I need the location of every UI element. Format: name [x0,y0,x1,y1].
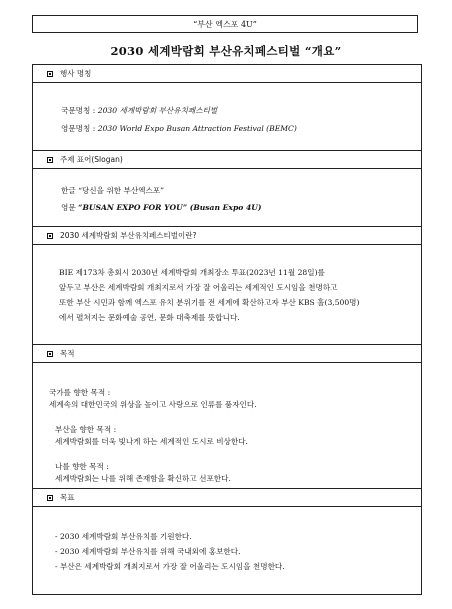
bullet-square-icon [47,495,53,501]
goal-item: - 2030 세계박람회 부산유치를 기원한다. [55,532,192,541]
kor-slogan-line [61,185,164,196]
purpose-desc: 세계박람회를 더욱 빛나게 하는 세계적인 도시로 비상한다. [55,437,248,446]
about-line: 앞두고 부산은 세계박람회 개최지로서 가장 잘 어울리는 세계적인 도시임을 천명하고 [59,283,338,292]
section-goals-body [33,507,421,595]
purpose-desc: 세계속의 대한민국의 위상을 높이고 사랑으로 인류를 품자인다. [49,400,257,409]
kor-slogan-label: 한글 [61,186,76,195]
about-line: 또한 부산 시민과 함께 엑스포 유치 분위기를 전 세계에 확산하고자 부산 KBS 홀(3,500명) [59,298,360,307]
eng-name-value: 2030 World Expo Busan Attraction Festival (BEMC) [97,124,297,133]
sections-table [32,64,422,595]
section-goals-heading [33,489,421,507]
section-name-title: 행사 명칭 [60,69,92,78]
purpose-title: 부산을 향한 목적 : [55,425,117,434]
eng-slogan-value: “BUSAN EXPO FOR YOU” (Busan Expo 4U) [78,203,262,212]
purpose-title: 국가를 향한 목적 : [49,388,111,397]
eng-name-line [61,123,297,134]
section-slogan-heading [33,151,421,169]
bullet-square-icon [47,233,53,239]
section-name-heading [33,65,421,83]
kor-slogan-value: “당신을 위한 부산엑스포” [78,186,165,195]
about-line: 에서 펼쳐지는 문화예술 공연, 문화 대축제를 뜻합니다. [59,313,240,322]
about-line: BIE 제173차 총회시 2030년 세계박람회 개최장소 투표(2023년 11월 28일)를 [59,268,325,277]
section-purpose-title: 목적 [60,349,75,358]
section-slogan-title: 주제 표어(Slogan) [60,155,123,164]
section-goals-title: 목표 [60,493,75,502]
section-about-body [33,245,421,345]
page-title: 2030 세계박람회 부산유치페스티벌 “개요” [110,44,342,58]
header-tag-text: “부산 엑스포 4U” [193,19,257,29]
eng-slogan-label: 영문 [61,203,76,212]
header-tag-box [32,15,418,33]
kor-name-line [61,105,217,116]
bullet-square-icon [47,71,53,77]
purpose-title: 나를 향한 목적 : [55,462,109,471]
eng-slogan-line [61,202,261,213]
section-purpose-body [33,363,421,489]
section-about-heading [33,227,421,245]
goal-item: - 부산은 세계박람회 개최지로서 가장 잘 어울리는 도시임을 천명한다. [55,562,285,571]
bullet-square-icon [47,351,53,357]
goal-item: - 2030 세계박람회 부산유치를 위해 국내외에 홍보한다. [55,547,241,556]
section-about-title: 2030 세계박람회 부산유치페스티벌이란? [60,231,197,240]
kor-name-label: 국문명칭 : [61,106,96,115]
eng-name-label: 영문명칭 : [61,124,96,133]
section-purpose-heading [33,345,421,363]
purpose-desc: 세계박람회는 나를 위해 존재함을 확신하고 선포한다. [55,474,231,483]
section-slogan-body [33,169,421,227]
kor-name-value: 2030 세계박람회 부산유치페스티벌 [97,106,218,115]
section-name-body [33,83,421,151]
bullet-square-icon [47,157,53,163]
